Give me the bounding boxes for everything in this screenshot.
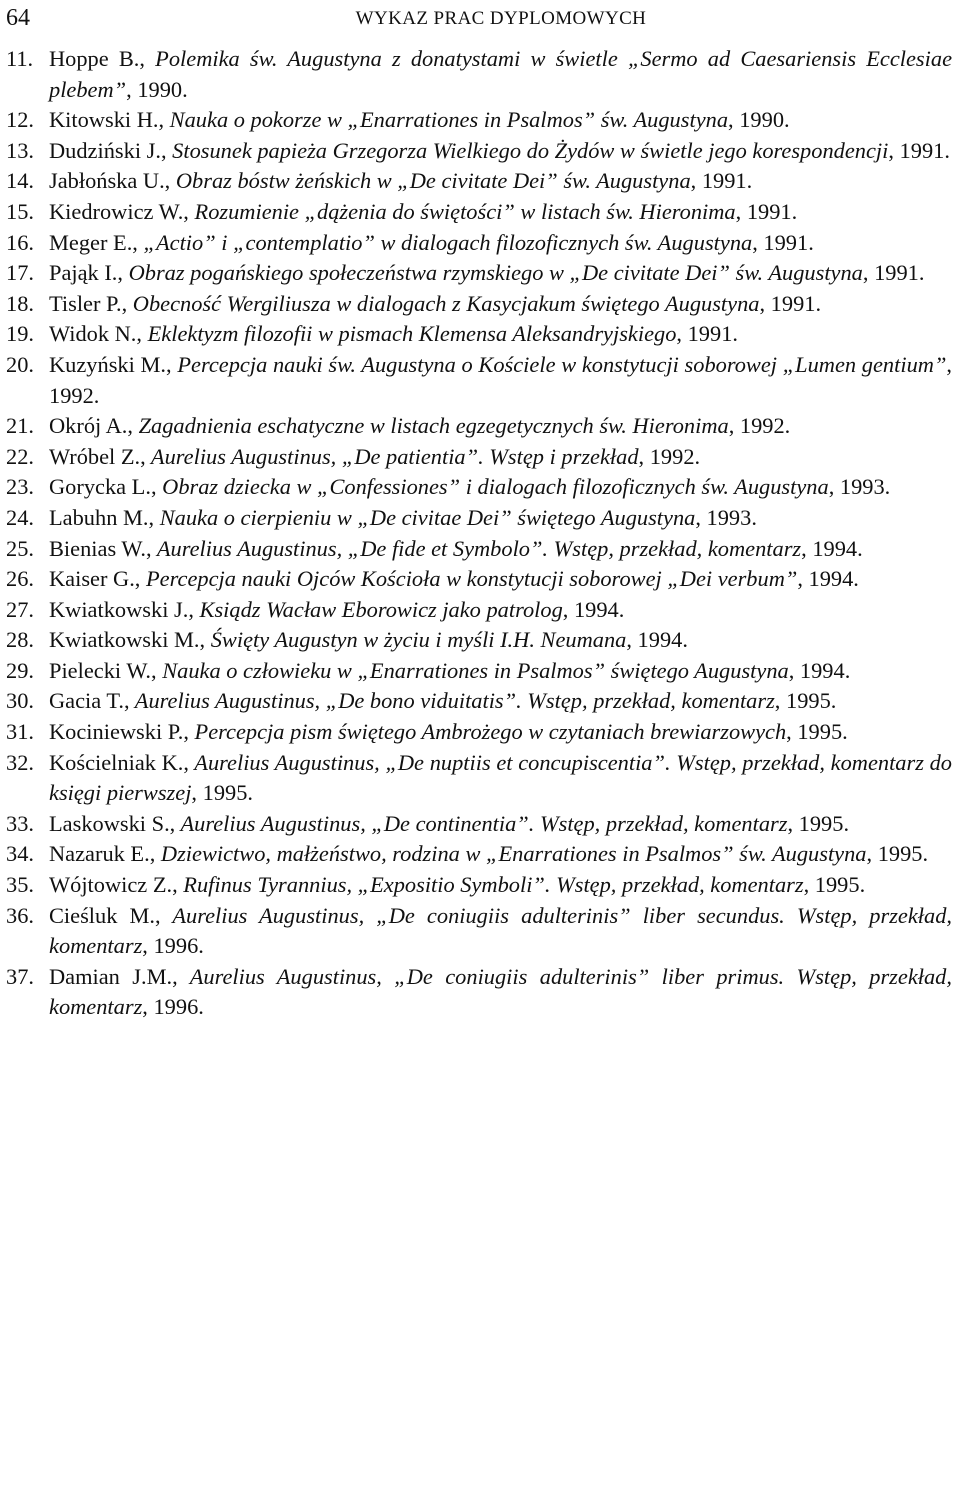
entry-number: 35. — [6, 872, 34, 898]
entry-number: 21. — [6, 413, 34, 439]
entry-author: Gorycka L., — [49, 474, 157, 500]
entry-number: 17. — [6, 260, 34, 286]
entry-title: Eklektyzm filozofii w pismach Klemensa Aleksandryjskiego — [142, 321, 677, 347]
entry-title: Aurelius Augustinus, „De coniugiis adulterinis” liber primus. Wstęp, przekład, komentarz — [49, 963, 952, 1020]
thesis-entry — [6, 136, 952, 167]
entry-title: Obecność Wergiliusza w dialogach z Kasycjakum świętego Augustyna — [127, 290, 760, 316]
entry-year: , 1991. — [676, 321, 738, 347]
entry-author: Okrój A., — [49, 413, 133, 439]
entry-year: , 1991. — [888, 137, 950, 163]
entry-title: Aurelius Augustinus, „De continentia”. Wstęp, przekład, komentarz — [175, 810, 788, 836]
entry-author: Labuhn M., — [49, 504, 155, 530]
thesis-entry — [6, 228, 952, 259]
thesis-entry — [6, 962, 952, 1023]
entry-author: Hoppe B., — [49, 46, 145, 71]
entry-number: 14. — [6, 168, 34, 194]
entry-title: Obraz bóstw żeńskich w „De civitate Dei” św. Augustyna — [170, 168, 691, 194]
entry-author: Meger E., — [49, 229, 138, 255]
entry-number: 33. — [6, 810, 34, 836]
thesis-entry — [6, 44, 952, 105]
entry-year: , 1994. — [801, 535, 863, 561]
entry-title: Polemika św. Augustyna z donatystami w świetle „Sermo ad Caesariensis Ecclesiae plebem” — [49, 46, 953, 102]
thesis-entry — [6, 503, 952, 534]
entry-number: 19. — [6, 321, 34, 347]
entry-number: 29. — [6, 657, 34, 683]
thesis-entry — [6, 595, 952, 626]
entry-author: Kwiatkowski J., — [49, 596, 194, 622]
entry-author: Kociniewski P., — [49, 719, 189, 745]
entry-author: Kiedrowicz W., — [49, 198, 189, 224]
entry-title: Zagadnienia eschatyczne w listach egzegetycznych św. Hieronima — [132, 413, 729, 439]
entry-year: , 1992. — [728, 413, 791, 439]
entry-year: , 1994. — [626, 627, 688, 653]
entry-title: Święty Augustyn w życiu i myśli I.H. Neumana — [205, 627, 627, 653]
thesis-entry — [6, 350, 952, 411]
entry-author: Tisler P., — [49, 290, 128, 316]
entry-author: Kitowski H., — [49, 107, 165, 133]
entry-title: Obraz pogańskiego społeczeństwa rzymskiego w „De civitate Dei” św. Augustyna — [123, 260, 863, 286]
entry-number: 20. — [6, 351, 34, 377]
entry-author: Kwiatkowski M., — [49, 627, 206, 653]
entry-title: Percepcja nauki św. Augustyna o Kościele w konstytucji soborowej „Lumen gentium” — [171, 351, 947, 377]
running-title: WYKAZ PRAC DYPLOMOWYCH — [355, 8, 647, 29]
thesis-entry — [6, 442, 952, 473]
entry-title: „Actio” i „contemplatio” w dialogach filozoficznych św. Augustyna — [137, 229, 753, 255]
entry-title: Nauka o pokorze w „Enarrationes in Psalmos” św. Augustyna — [164, 107, 729, 133]
entry-number: 18. — [6, 290, 34, 316]
entry-author: Kuzyński M., — [49, 351, 172, 377]
thesis-entry — [6, 748, 952, 809]
entry-year: , 1991. — [752, 229, 814, 255]
thesis-entry — [6, 686, 952, 717]
entry-author: Pająk I., — [49, 260, 123, 286]
thesis-entry — [6, 870, 952, 901]
entry-title: Aurelius Augustinus, „De fide et Symbolo”. Wstęp, przekład, komentarz — [151, 535, 802, 561]
entry-year: , 1994. — [562, 596, 625, 622]
thesis-entry — [6, 656, 952, 687]
entry-year: , 1995. — [787, 810, 850, 836]
entry-title: Dziewictwo, małżeństwo, rodzina w „Enarrationes in Psalmos” św. Augustyna — [155, 841, 867, 867]
thesis-entry — [6, 197, 952, 228]
entry-number: 31. — [6, 719, 34, 745]
entry-year: , 1992. — [49, 351, 953, 408]
entry-number: 36. — [6, 902, 34, 928]
entry-author: Laskowski S., — [49, 810, 176, 836]
entry-year: , 1995. — [191, 780, 253, 806]
entry-number: 16. — [6, 229, 34, 255]
entry-year: , 1991. — [735, 198, 798, 224]
entry-title: Percepcja pism świętego Ambrożego w czytaniach brewiarzowych — [188, 719, 787, 745]
thesis-entry — [6, 166, 952, 197]
entry-author: Nazaruk E., — [49, 841, 156, 867]
entry-title: Ksiądz Wacław Eborowicz jako patrolog — [193, 596, 563, 622]
entry-year: , 1994. — [788, 657, 851, 683]
entry-title: Rozumienie „dążenia do świętości” w listach św. Hieronima — [188, 198, 736, 224]
entry-title: Nauka o cierpieniu w „De civitae Dei” świętego Augustyna — [154, 504, 696, 530]
entry-number: 13. — [6, 137, 34, 163]
entry-author: Gacia T., — [49, 688, 130, 714]
entry-number: 25. — [6, 535, 34, 561]
entry-author: Bienias W., — [49, 535, 152, 561]
entry-title: Nauka o człowieku w „Enarrationes in Psalmos” świętego Augustyna — [156, 657, 789, 683]
thesis-entry — [6, 534, 952, 565]
entry-title: Stosunek papieża Grzegorza Wielkiego do Żydów w świetle jego korespondencji — [166, 137, 889, 163]
thesis-entry — [6, 625, 952, 656]
entry-number: 26. — [6, 566, 34, 592]
entry-year: , 1995. — [866, 841, 929, 867]
entry-number: 37. — [6, 963, 34, 989]
entry-author: Cieśluk M., — [49, 902, 161, 928]
entry-author: Jabłońska U., — [49, 168, 171, 194]
entry-number: 11. — [6, 46, 34, 71]
entry-title: Aurelius Augustinus, „De nuptiis et concupiscentia”. Wstęp, przekład, komentarz do księgi pierwszej — [49, 749, 952, 806]
entry-number: 12. — [6, 107, 34, 133]
thesis-list — [6, 44, 952, 1023]
thesis-entry — [6, 717, 952, 748]
entry-number: 30. — [6, 688, 34, 714]
entry-number: 28. — [6, 627, 34, 653]
thesis-entry — [6, 472, 952, 503]
entry-number: 23. — [6, 474, 34, 500]
entry-year: , 1992. — [638, 443, 701, 469]
entry-number: 32. — [6, 749, 34, 775]
entry-year: , 1990. — [126, 76, 188, 102]
thesis-entry — [6, 319, 952, 350]
page-number: 64 — [6, 5, 30, 31]
entry-title: Percepcja nauki Ojców Kościoła w konstytucji soborowej „Dei verbum” — [140, 566, 798, 592]
thesis-entry — [6, 901, 952, 962]
entry-title: Obraz dziecka w „Confessiones” i dialogach filozoficznych św. Augustyna — [156, 474, 829, 500]
entry-year: , 1991. — [862, 260, 925, 286]
entry-author: Widok N., — [49, 321, 143, 347]
entry-year: , 1993. — [828, 474, 891, 500]
entry-year: , 1990. — [728, 107, 790, 133]
entry-title: Aurelius Augustinus, „De coniugiis adulterinis” liber secundus. Wstęp, przekład, komentarz — [49, 902, 952, 959]
entry-year: , 1996. — [142, 994, 204, 1020]
entry-number: 24. — [6, 504, 34, 530]
entry-number: 27. — [6, 596, 34, 622]
thesis-entry — [6, 105, 952, 136]
thesis-entry — [6, 411, 952, 442]
entry-author: Kaiser G., — [49, 566, 141, 592]
entry-year: , 1991. — [690, 168, 753, 194]
entry-year: , 1994. — [797, 566, 859, 592]
entry-author: Kościelniak K., — [49, 749, 190, 775]
entry-number: 34. — [6, 841, 34, 867]
entry-title: Rufinus Tyrannius, „Expositio Symboli”. Wstęp, przekład, komentarz — [177, 872, 804, 898]
entry-title: Aurelius Augustinus, „De patientia”. Wstęp i przekład — [145, 443, 639, 469]
thesis-entry — [6, 809, 952, 840]
entry-year: , 1993. — [695, 504, 757, 530]
thesis-entry — [6, 289, 952, 320]
entry-number: 15. — [6, 198, 34, 224]
entry-number: 22. — [6, 443, 34, 469]
entry-year: , 1995. — [803, 872, 866, 898]
entry-year: , 1991. — [759, 290, 822, 316]
thesis-entry — [6, 258, 952, 289]
entry-author: Dudziński J., — [49, 137, 167, 163]
entry-author: Pielecki W., — [49, 657, 157, 683]
entry-author: Wróbel Z., — [49, 443, 146, 469]
entry-year: , 1995. — [786, 719, 848, 745]
running-head — [6, 0, 952, 30]
entry-author: Damian J.M., — [49, 963, 178, 989]
entry-year: , 1995. — [774, 688, 837, 714]
thesis-entry — [6, 839, 952, 870]
entry-author: Wójtowicz Z., — [49, 872, 178, 898]
entry-title: Aurelius Augustinus, „De bono viduitatis”. Wstęp, przekład, komentarz — [129, 688, 775, 714]
thesis-entry — [6, 564, 952, 595]
entry-year: , 1996. — [142, 933, 204, 959]
